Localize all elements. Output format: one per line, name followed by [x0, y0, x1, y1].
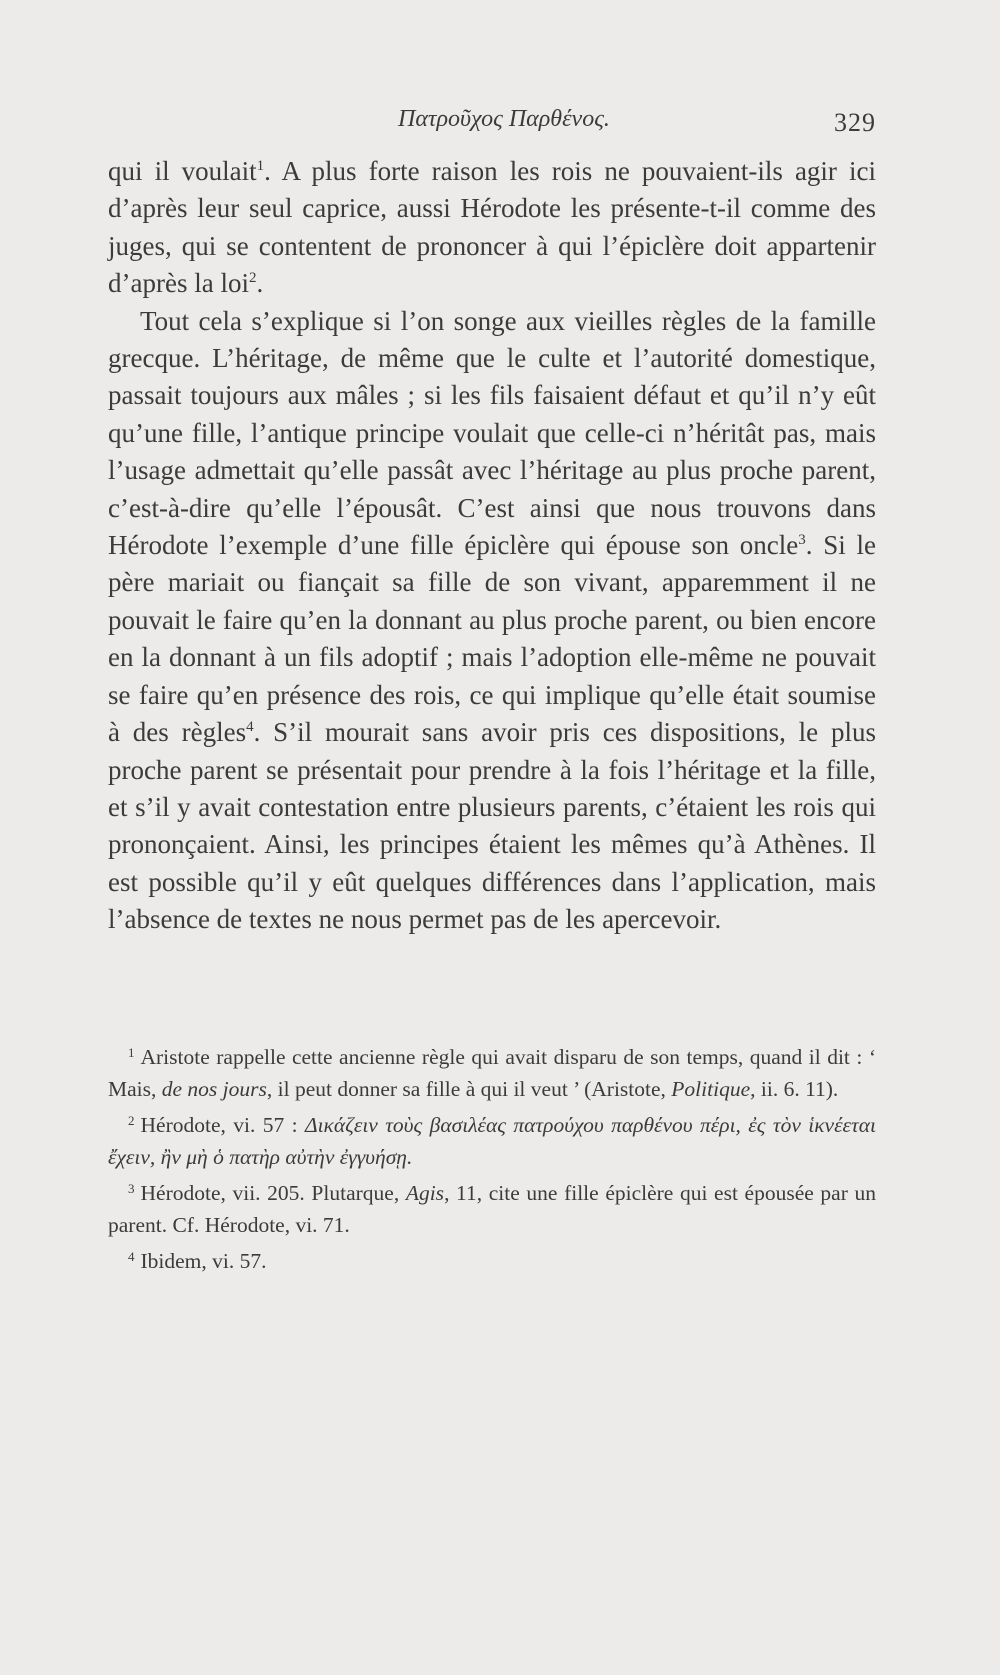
footnote-text: Hérodote, vii. 205. Plutarque,	[140, 1181, 406, 1205]
footnote-number: 3	[128, 1181, 135, 1196]
footnote-italic: de nos jours	[161, 1076, 267, 1101]
paragraph-text: .	[256, 268, 264, 299]
footnote	[108, 1037, 876, 1105]
footnote-ref: 1	[256, 158, 265, 174]
paragraph-text: . S’il mourait sans avoir pris ces dispositions, le plus proche parent se présentait pour prendre à la fois l’héritage et la fille, et s’il y avait contestation entre plusieurs parents, c’étaient les rois qui prononçaient. Ainsi, les principes étaient les mêmes qu’à Athènes. Il est possible qu’il y eût quelques différences dans l’application, mais l’absence de textes ne nous permet pas de les apercevoir.	[108, 717, 876, 935]
footnote	[108, 1173, 876, 1241]
footnote-number: 4	[128, 1249, 135, 1264]
footnote-ref: 3	[798, 532, 806, 549]
footnote	[108, 1241, 876, 1278]
footnote-greek-quote: Δικάζειν τοὺς βασιλέας πατρούχου παρθένου πέρι, ἐς τὸν ἱκνέεται ἔχειν, ἢν μὴ ὁ πατὴρ αὐτὴν ἐγγυήσῃ.	[108, 1113, 876, 1169]
footnote-text: Aristote rappelle cette ancienne règle qui avait disparu de son temps, quand il dit : ‘ Mais,	[108, 1045, 876, 1101]
paragraph-text: qui il voulait	[108, 156, 257, 186]
footnote	[108, 1105, 876, 1173]
footnote-number: 2	[128, 1113, 135, 1128]
running-title: Πατροῦχος Παρθένος.	[398, 106, 610, 132]
footnote-text: , il peut donner sa fille à qui il veut ’ (Aristote,	[266, 1076, 672, 1101]
footnote-ref: 2	[248, 270, 257, 287]
footnote-text: , 11, cite une fille épiclère qui est épousée par un parent. Cf. Hérodote, vi. 71.	[108, 1181, 876, 1237]
footnote-text: Hérodote, vi. 57 :	[140, 1113, 305, 1137]
footnote-italic: Politique	[671, 1076, 751, 1101]
paragraph-text: . Si le père mariait ou fiançait sa fille de son vivant, apparemment il ne pouvait le faire qu’en la donnant au plus proche parent, ou bien encore en la donnant à un fils adoptif ; mais l’adoption elle-même ne pouvait se faire qu’en présence des rois, ce qui implique qu’elle était soumise à des règles	[108, 530, 876, 748]
footnote-ref: 4	[246, 719, 254, 736]
footnote-italic: Agis	[405, 1181, 445, 1205]
page-number: 329	[834, 108, 876, 137]
footnote-number: 1	[128, 1045, 135, 1060]
paragraph	[108, 153, 876, 303]
footnotes	[108, 1037, 876, 1278]
footnote-text: , ii. 6. 11).	[750, 1076, 839, 1101]
main-text	[108, 153, 876, 939]
footnote-text: Ibidem, vi. 57.	[140, 1249, 267, 1273]
paragraph-text: . A plus forte raison les rois ne pouvaient-ils agir ici d’après leur seul caprice, aussi Hérodote les présente-t-il comme des juges, qui se contentent de prononcer à qui l’épiclère doit appartenir d’après la loi	[108, 156, 876, 299]
paragraph-text: Tout cela s’explique si l’on songe aux vieilles règles de la famille grecque. L’héritage, de même que le culte et l’autorité domestique, passait toujours aux mâles ; si les fils faisaient défaut et qu’il n’y eût qu’une fille, l’antique principe voulait que celle-ci n’héritât pas, mais l’usage admettait qu’elle passât avec l’héritage au plus proche parent, c’est-à-dire qu’elle l’épousât. C’est ainsi que nous trouvons dans Hérodote l’exemple d’une fille épiclère qui épouse son oncle	[108, 305, 876, 561]
paragraph	[108, 303, 876, 939]
